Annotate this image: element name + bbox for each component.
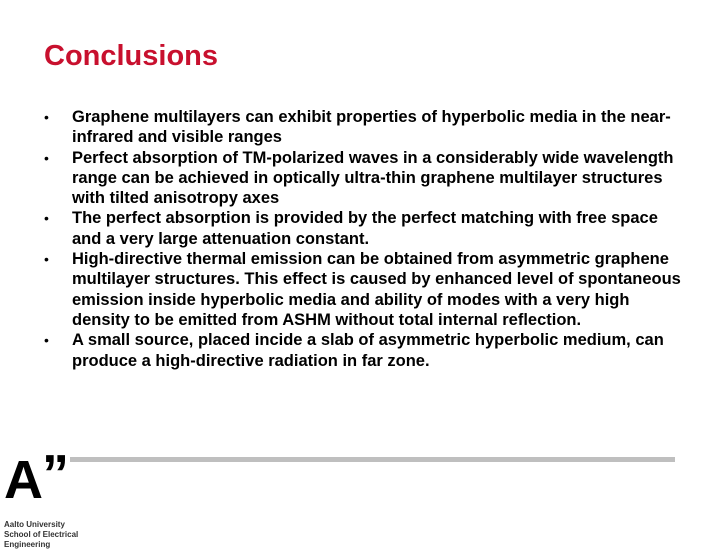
bullet-text: A small source, placed incide a slab of asymmetric hyperbolic medium, can produce a high-directive radiation in far zone. xyxy=(72,331,664,370)
bullet-text: Graphene multilayers can exhibit properties of hyperbolic media in the near-infrared and visible ranges xyxy=(72,108,671,147)
bullet-list xyxy=(44,107,684,371)
aalto-logo-mark xyxy=(4,444,84,518)
logo-department: Engineering xyxy=(4,540,51,549)
bullet-marker: • xyxy=(44,149,49,166)
bullet-item xyxy=(44,330,684,371)
logo-quote-mark: ” xyxy=(42,444,69,504)
slide-title: Conclusions xyxy=(44,40,219,72)
logo-school: School of Electrical xyxy=(4,530,79,539)
logo-letter: A xyxy=(4,450,43,510)
bullet-item xyxy=(44,208,684,249)
bullet-marker: • xyxy=(44,251,49,268)
logo-text xyxy=(4,520,84,550)
aalto-logo xyxy=(4,444,84,550)
footer-divider xyxy=(70,457,675,462)
bullet-marker: • xyxy=(44,109,49,125)
bullet-item xyxy=(44,107,684,148)
logo-university: Aalto University xyxy=(4,520,65,529)
bullet-text: Perfect absorption of TM-polarized waves in a considerably wide wavelength range can be achieved in optically ultra-thin graphene multilayer structures with tilted anisotropy axes xyxy=(72,148,674,208)
bullet-item xyxy=(44,148,684,209)
bullet-marker: • xyxy=(44,332,49,349)
bullet-marker: • xyxy=(44,210,49,227)
bullet-item xyxy=(44,249,684,330)
bullet-text: High-directive thermal emission can be obtained from asymmetric graphene multilayer structures. This effect is caused by enhanced level of spontaneous emission inside hyperbolic media and ability of modes with a very high density to be emitted from ASHM without total internal reflection. xyxy=(72,250,681,329)
bullet-text: The perfect absorption is provided by the perfect matching with free space and a very large attenuation constant. xyxy=(72,209,658,248)
